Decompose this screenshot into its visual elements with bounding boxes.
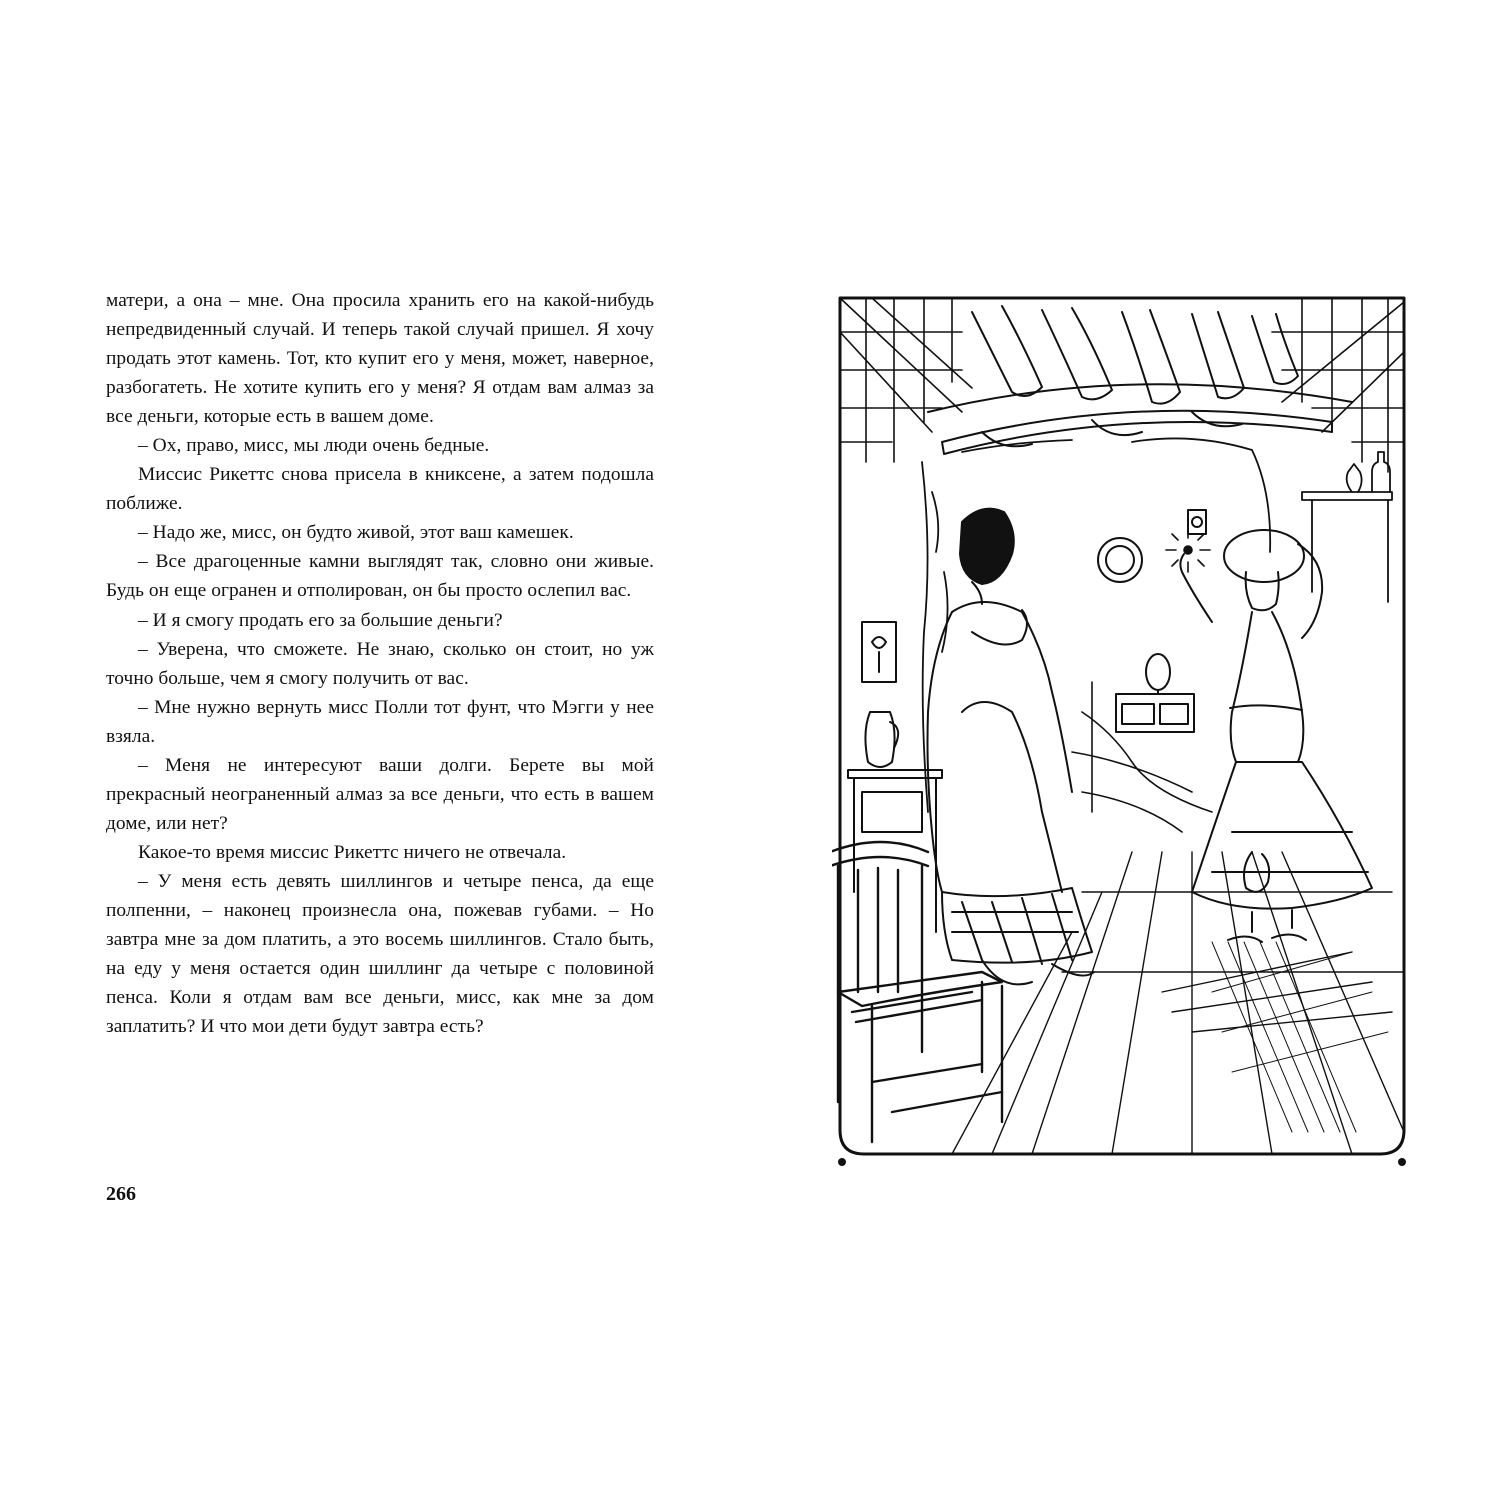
wall-plate bbox=[1098, 538, 1142, 582]
wall-picture-small bbox=[1188, 510, 1206, 534]
room-arch bbox=[922, 438, 1270, 812]
ceiling-beams bbox=[928, 306, 1352, 454]
dresser bbox=[1116, 654, 1194, 732]
diamond-sparkle bbox=[1166, 528, 1210, 572]
paragraph-1: матери, а она – мне. Она просила хранить его на какой-нибудь непредвиденный случай. И теперь такой случай пришел. Я хочу продать этот камень. Тот, кто купит его у меня, может, наверное, разбогатеть. Не хотите купить его у меня? Я отдам вам алмаз за все деньги, которые есть в вашем доме. bbox=[106, 290, 654, 428]
frame-feet bbox=[838, 1158, 1406, 1166]
chair bbox=[832, 842, 1002, 1142]
shelf-bottles bbox=[1302, 452, 1392, 602]
window-lattice-left bbox=[840, 298, 972, 462]
illustration-frame bbox=[840, 298, 1404, 1154]
paragraph-7: – Уверена, что сможете. Не знаю, сколько он стоит, но уж точно больше, чем я смогу получить от вас. bbox=[106, 638, 654, 689]
illustration-drawing bbox=[832, 292, 1412, 1172]
left-page bbox=[106, 286, 654, 1041]
paragraph-2: – Ох, право, мисс, мы люди очень бедные. bbox=[138, 435, 490, 457]
window-lattice-right bbox=[1272, 298, 1404, 472]
floorboards bbox=[952, 852, 1404, 1154]
floor-shadow-hatch bbox=[1212, 942, 1388, 1132]
paragraph-4: – Надо же, мисс, он будто живой, этот ваш камешек. bbox=[138, 522, 574, 544]
page-number: 266 bbox=[106, 1183, 136, 1205]
jug bbox=[865, 712, 898, 767]
illustration bbox=[832, 292, 1412, 1172]
paragraph-3: Миссис Рикеттс снова присела в книксене, а затем подошла поближе. bbox=[106, 464, 654, 515]
paragraph-5: – Все драгоценные камни выглядят так, словно они живые. Будь он еще огранен и отполирован, он бы просто ослепил вас. bbox=[106, 551, 654, 602]
paragraph-11: – У меня есть девять шиллингов и четыре пенса, да еще полпенни, – наконец произнесла она, пожевав губами. – Но завтра мне за дом платить, а это восемь шиллингов. Стало быть, на еду у меня остается один шиллинг да четыре с половиной пенса. Коли я отдам вам все деньги, мисс, как мне за дом заплатить? И что мои дети будут завтра есть? bbox=[106, 870, 654, 1038]
text-column bbox=[106, 286, 654, 1041]
wall-picture-left bbox=[862, 622, 896, 682]
figure-girl bbox=[1180, 530, 1372, 942]
paragraph-10: Какое-то время миссис Рикеттс ничего не отвечала. bbox=[138, 841, 567, 863]
paragraph-9: – Меня не интересуют ваши долги. Берете вы мой прекрасный неограненный алмаз за все деньги, что есть в вашем доме, или нет? bbox=[106, 754, 654, 834]
paragraph-8: – Мне нужно вернуть мисс Полли тот фунт, что Мэгги у нее взяла. bbox=[106, 696, 654, 747]
paragraph-6: – И я смогу продать его за большие деньги? bbox=[138, 609, 503, 631]
figure-woman bbox=[928, 509, 1095, 985]
